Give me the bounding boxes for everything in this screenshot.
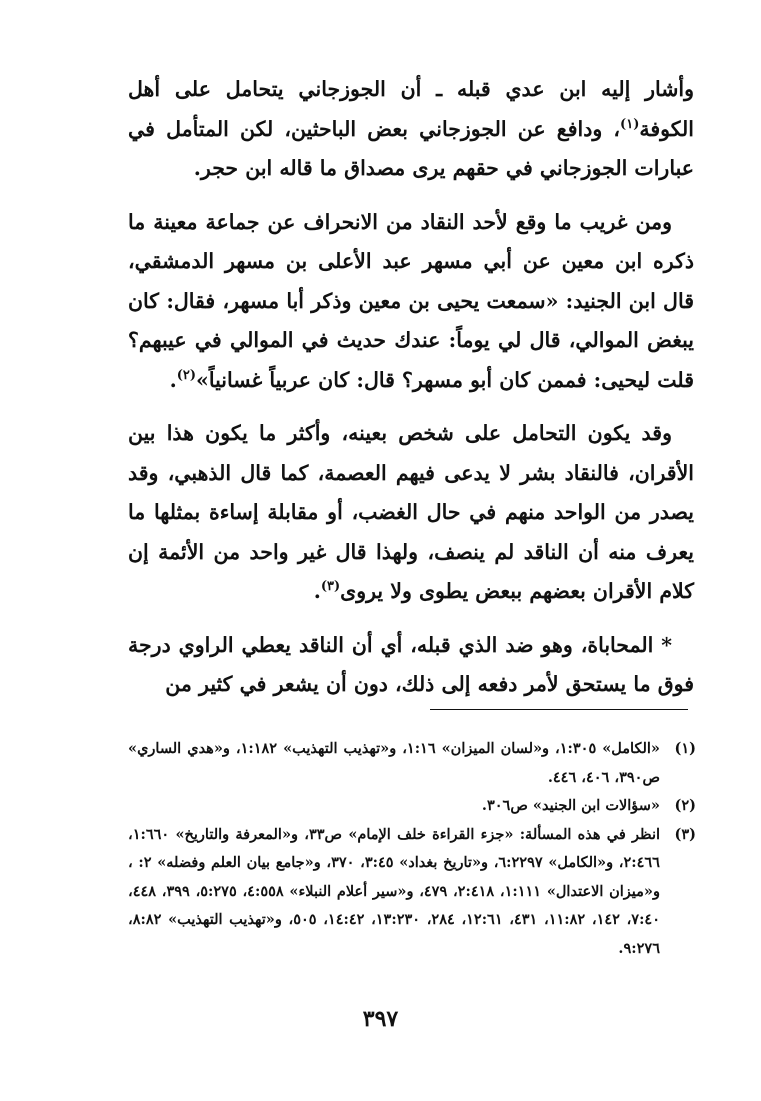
paragraph-4 <box>128 626 694 705</box>
footnote-text: انظر في هذه المسألة: «جزء القراءة خلف الإمام» ص٣٣، و«المعرفة والتاريخ» ١:٦٦٠، ٢:٤٦٦، و«الكامل» ٦:٢٢٩٧، و«تاريخ بغداد» ٣:٤٥، ٣٧٠، و«جامع بيان العلم وفضله» ٢: ، و«ميزان الاعتدال» ١:١١١، ٢:٤١٨، ٤٧٩، و«سير أعلام النبلاء» ٤:٥٥٨، ٥:٢٧٥، ٣٩٩، ٤٤٨، ٧:٤٠، ١٤٢، ١١:٨٢، ٤٣١، ١٢:٦١، ٢٨٤، ١٣:٢٣٠، ١٤:٤٢، ٥٠٥، و«تهذيب التهذيب» ٨:٨٢، ٩:٢٧٦. <box>128 825 661 957</box>
main-text <box>128 70 694 705</box>
footnote-1 <box>128 735 696 792</box>
footnote-ref-1: (١) <box>620 116 640 132</box>
paragraph-1-text-b: ، ودافع عن الجوزجاني بعض الباحثين، لكن المتأمل في عبارات الجوزجاني في حقهم يرى مصداق ما قاله ابن حجر. <box>128 116 694 180</box>
footnote-3 <box>128 821 696 964</box>
paragraph-2-text-b: . <box>169 367 177 392</box>
footnotes <box>128 735 696 963</box>
paragraph-2-text-a: ومن غريب ما وقع لأحد النقاد من الانحراف عن جماعة معينة ما ذكره ابن معين عن أبي مسهر عبد الأعلى بن مسهر الدمشقي، قال ابن الجنيد: «سمعت يحيى بن معين وذكر أبا مسهر، فقال: كان يبغض الموالي، قال لي يوماً: عندك حديث في الموالي في عيبهم؟ قلت ليحيى: فممن كان أبو مسهر؟ قال: كان عربياً غسانياً» <box>128 209 694 392</box>
footnote-number: (٣) <box>674 825 696 843</box>
footnote-ref-3: (٣) <box>320 579 341 595</box>
footnote-text: «سؤالات ابن الجنيد» ص٣٠٦. <box>481 797 660 814</box>
paragraph-3-text-b: . <box>313 579 321 603</box>
footnote-text: «الكامل» ١:٣٠٥، و«لسان الميزان» ١:١٦، و«تهذيب التهذيب» ١:١٨٢، و«هدي الساري» ص٣٩٠، ٤٠٦، ٤٤٦. <box>128 740 660 786</box>
paragraph-3-text-a: وقد يكون التحامل على شخص بعينه، وأكثر ما يكون هذا بين الأقران، فالنقاد بشر لا يدعى فيهم العصمة، كما قال الذهبي، وقد يصدر من الواحد منهم في حال الغضب، أو مقابلة إساءة بمثلها ما يعرف منه أن الناقد لم ينصف، ولهذا قال غير واحد من الأئمة إن كلام الأقران بعضهم ببعض يطوى ولا يروى <box>128 421 694 603</box>
paragraph-3 <box>128 414 694 612</box>
paragraph-1 <box>128 70 694 189</box>
footnote-2 <box>128 792 696 821</box>
footnote-separator <box>430 709 688 710</box>
footnote-ref-2: (٢) <box>176 367 197 383</box>
footnote-number: (١) <box>674 740 696 757</box>
paragraph-1-text-a: وأشار إليه ابن عدي قبله ـ أن الجوزجاني يتحامل على أهل الكوفة <box>128 77 694 141</box>
page-number: ٣٩٧ <box>362 1006 399 1032</box>
footnote-number: (٢) <box>674 797 696 814</box>
paragraph-2 <box>128 203 694 401</box>
paragraph-4-text: * المحاباة، وهو ضد الذي قبله، أي أن الناقد يعطي الراوي درجة فوق ما يستحق لأمر دفعه إلى ذلك، دون أن يشعر في كثير من <box>128 632 694 696</box>
